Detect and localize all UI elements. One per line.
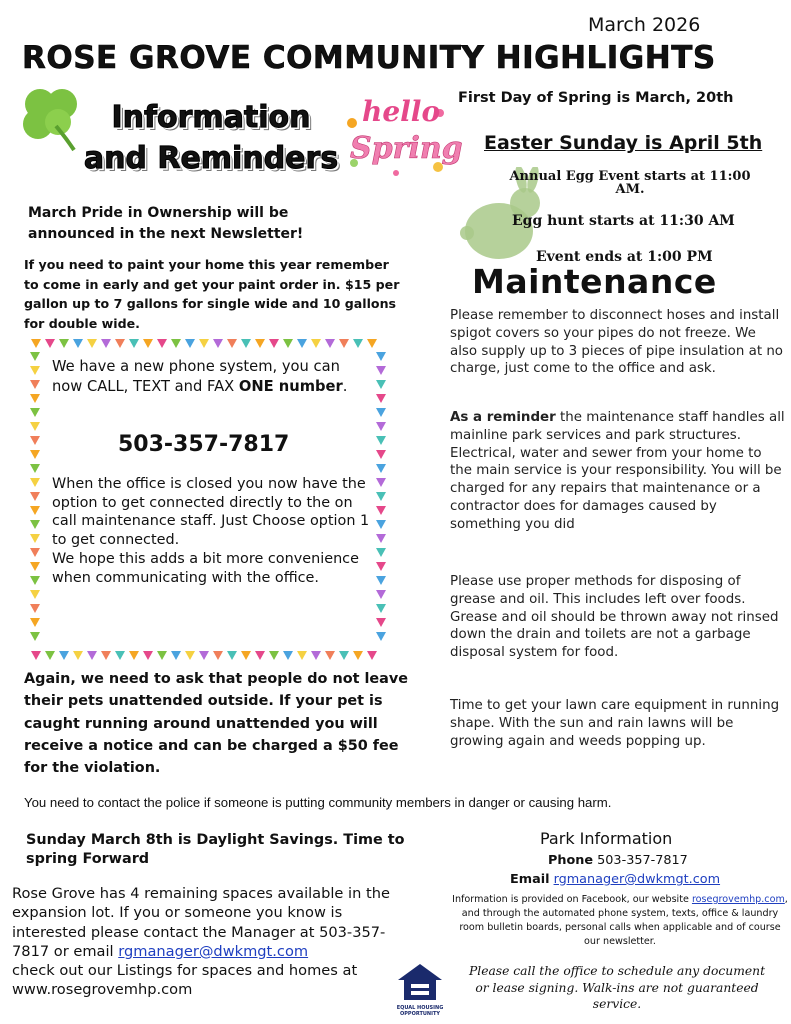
border-dot <box>376 632 386 641</box>
border-dot <box>376 548 386 557</box>
border-dot <box>30 366 40 375</box>
park-phone <box>548 853 688 868</box>
border-dot <box>283 651 293 660</box>
border-dot <box>367 339 377 348</box>
phone-intro-end: . <box>342 377 348 395</box>
info-title-line2: and Reminders <box>83 140 339 176</box>
park-info-title: Park Information <box>540 829 673 848</box>
border-dot <box>30 450 40 459</box>
house-icon <box>396 962 444 1002</box>
border-dot <box>73 651 83 660</box>
border-dot <box>283 339 293 348</box>
egg-hunt-start: Egg hunt starts at 11:30 AM <box>512 213 735 229</box>
border-dot <box>30 352 40 361</box>
border-dot <box>376 520 386 529</box>
pride-ownership-note: March Pride in Ownership will be announced in the next Newsletter! <box>28 205 304 242</box>
hello-spring-graphic <box>344 93 463 179</box>
border-dot <box>115 339 125 348</box>
border-dot <box>171 339 181 348</box>
border-dot <box>325 651 335 660</box>
border-dot <box>339 651 349 660</box>
border-dot <box>213 339 223 348</box>
border-dot <box>30 562 40 571</box>
border-dot <box>30 520 40 529</box>
egg-event-start: Annual Egg Event starts at 11:00 AM. <box>509 169 751 197</box>
park-info-text <box>450 893 790 949</box>
border-dot <box>376 562 386 571</box>
border-dot <box>311 651 321 660</box>
border-dot <box>199 339 209 348</box>
paint-order-note: If you need to paint your home this year remember to come in early and get your paint order in. $15 per gallon up to 7 gallons for single wide and 10 gallons for double wide. <box>24 257 400 331</box>
border-dot <box>143 339 153 348</box>
park-email-label: Email <box>510 872 550 887</box>
border-dot <box>157 651 167 660</box>
phone-intro-bold: ONE number <box>238 377 343 395</box>
border-dot <box>376 450 386 459</box>
border-dot <box>30 436 40 445</box>
border-dot <box>30 394 40 403</box>
border-dot <box>185 339 195 348</box>
border-dot <box>185 651 195 660</box>
phone-intro-text: We have a new phone system, you can now CALL, TEXT and FAX <box>52 358 340 395</box>
border-dot <box>376 408 386 417</box>
border-dot <box>31 651 41 660</box>
border-dot <box>325 339 335 348</box>
border-dot <box>376 422 386 431</box>
border-dot <box>241 339 251 348</box>
border-dot <box>30 408 40 417</box>
park-phone-value: 503-357-7817 <box>593 853 688 868</box>
maintenance-reminder-note <box>450 409 785 534</box>
border-dot <box>30 506 40 515</box>
manager-email-link[interactable]: rgmanager@dwkmgt.com <box>118 942 309 960</box>
after-hours-note <box>52 475 372 587</box>
convenience-text: We hope this adds a bit more convenience when communicating with the office. <box>52 550 359 586</box>
phone-system-intro <box>52 357 372 397</box>
border-dot <box>30 492 40 501</box>
grease-disposal-note: Please use proper methods for disposing of grease and oil. This includes left over foods. Grease and oil should be thrown away not rinsed down the drain and toilets are not a garbage disposal system for food. <box>450 574 779 661</box>
border-dot <box>30 478 40 487</box>
border-dot <box>227 339 237 348</box>
border-dot <box>30 590 40 599</box>
border-dot <box>31 339 41 348</box>
reminder-text: the maintenance staff handles all mainline park services and park structures. Electrical, water and sewer from your home to the main service is your responsibility. You will be charged for any repairs that maintenance or a contractor does for damages caused by something you did <box>450 410 785 532</box>
border-dot <box>30 464 40 473</box>
maintenance-hoses-note: Please remember to disconnect hoses and install spigot covers so your pipes do not freeze. We also supply up to 3 pieces of pipe insulation at no charge, just come to the office and ask. <box>450 308 784 377</box>
eho-line2: OPPORTUNITY <box>399 1010 440 1017</box>
border-dot <box>45 339 55 348</box>
reminder-bold: As a reminder <box>450 410 556 425</box>
expansion-lot-note <box>12 884 407 1000</box>
border-dot <box>213 651 223 660</box>
website-link[interactable]: rosegrovemhp.com <box>691 894 785 905</box>
border-dot <box>115 651 125 660</box>
border-dot <box>30 618 40 627</box>
border-dot <box>376 506 386 515</box>
border-dot <box>87 651 97 660</box>
border-dot <box>376 576 386 585</box>
border-dot <box>255 651 265 660</box>
lawn-care-note: Time to get your lawn care equipment in running shape. With the sun and rain lawns will be growing again and weeds popping up. <box>450 698 780 749</box>
hello-word: hello <box>362 95 441 128</box>
border-dot <box>30 632 40 641</box>
border-dot <box>73 339 83 348</box>
border-dot <box>376 366 386 375</box>
border-dot <box>143 651 153 660</box>
border-dot <box>367 651 377 660</box>
border-dot <box>376 478 386 487</box>
border-dot <box>129 651 139 660</box>
border-dot <box>87 339 97 348</box>
border-dot <box>376 590 386 599</box>
border-dot <box>269 651 279 660</box>
border-dot <box>157 339 167 348</box>
border-dot <box>376 394 386 403</box>
border-dot <box>376 380 386 389</box>
border-dot <box>30 422 40 431</box>
pets-unattended-note: Again, we need to ask that people do not leave their pets unattended outside. If your pet is caught running around unattended you will receive a notice and can be charged a $50 fee for the violation. <box>24 671 409 777</box>
border-dot <box>30 534 40 543</box>
spring-word: Spring <box>350 131 463 166</box>
border-dot <box>311 339 321 348</box>
newsletter-title: ROSE GROVE COMMUNITY HIGHLIGHTS <box>22 40 716 76</box>
border-dot <box>59 339 69 348</box>
border-dot <box>30 548 40 557</box>
easter-title: Easter Sunday is April 5th <box>484 132 763 154</box>
border-dot <box>269 339 279 348</box>
office-signing-note: Please call the office to schedule any document or lease signing. Walk-ins are not guaranteed service. <box>468 964 766 1012</box>
park-email <box>510 872 720 887</box>
border-dot <box>376 618 386 627</box>
after-hours-text: When the office is closed you now have the option to get connected directly to the on call maintenance staff. Just Choose option 1 to get connected. <box>52 476 370 549</box>
border-dot <box>297 651 307 660</box>
border-dot <box>376 352 386 361</box>
listings-text: check out our Listings for spaces and homes at www.rosegrovemhp.com <box>12 962 358 999</box>
border-dot <box>353 651 363 660</box>
border-dot <box>353 339 363 348</box>
border-dot <box>227 651 237 660</box>
maintenance-title: Maintenance <box>472 262 717 301</box>
border-dot <box>376 464 386 473</box>
park-phone-label: Phone <box>548 853 594 868</box>
border-dot <box>376 492 386 501</box>
park-email-link[interactable]: rgmanager@dwkmgt.com <box>553 872 721 887</box>
border-dot <box>376 534 386 543</box>
border-dot <box>30 604 40 613</box>
spaces-text: Rose Grove has 4 remaining spaces available in the expansion lot. If you or someone you know is interested please contact the Manager at 503-357-7817 or email <box>12 885 390 960</box>
border-dot <box>241 651 251 660</box>
park-info-1: Information is provided on Facebook, our website <box>452 894 692 905</box>
border-dot <box>297 339 307 348</box>
info-title-line1: Information <box>111 100 311 135</box>
border-dot <box>59 651 69 660</box>
border-dot <box>255 339 265 348</box>
eho-line1: EQUAL HOUSING <box>396 1005 444 1011</box>
border-dot <box>45 651 55 660</box>
info-section-title <box>76 98 346 179</box>
equal-housing-logo <box>396 962 444 1018</box>
newsletter-date: March 2026 <box>588 14 701 36</box>
border-dot <box>199 651 209 660</box>
office-phone-number: 503-357-7817 <box>118 432 290 457</box>
first-day-spring-text: First Day of Spring is March, 20th <box>458 90 734 106</box>
border-dot <box>376 604 386 613</box>
police-contact-note: You need to contact the police if someone is putting community members in danger or causing harm. <box>24 795 612 810</box>
border-dot <box>30 576 40 585</box>
park-info-2: , and through the automated phone system, texts, office & laundry room bulletin boards, personal calls when applicable and of course our newsletter. <box>459 894 788 947</box>
border-dot <box>129 339 139 348</box>
border-dot <box>376 436 386 445</box>
border-dot <box>339 339 349 348</box>
border-dot <box>171 651 181 660</box>
event-end: Event ends at 1:00 PM <box>536 249 713 265</box>
border-dot <box>30 380 40 389</box>
daylight-savings-note: Sunday March 8th is Daylight Savings. Time to spring Forward <box>26 832 405 868</box>
border-dot <box>101 651 111 660</box>
border-dot <box>101 339 111 348</box>
